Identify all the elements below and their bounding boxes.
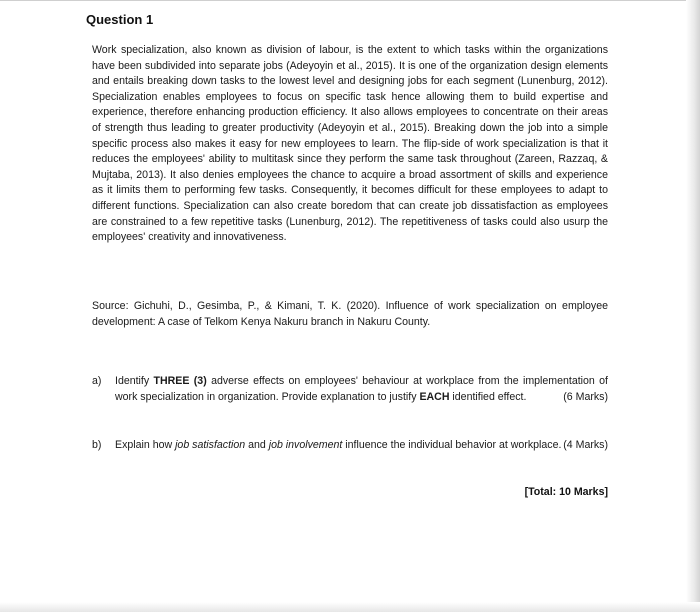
question-b-text-part: Explain how [115,439,176,451]
page-bottom-edge-shadow [0,602,700,612]
question-b [92,438,608,454]
question-b-marks: (4 Marks) [563,439,608,451]
total-marks: [Total: 10 Marks] [524,486,608,498]
question-a-text-part: Identify [115,375,154,387]
body-paragraph: Work specialization, also known as division of labour, is the extent to which tasks within the organizations have been subdivided into separate jobs (Adeyoyin et al., 2015). It is one of the organization design elements and entails breaking down tasks to the lowest level and designing jobs for each segment (Lunenburg, 2012). Specialization enables employees to focus on specific task hence allowing them to build expertise and experience, therefore enhancing production efficiency. It also allows employees to concentrate on their areas of strength thus leading to greater productivity (Adeyoyin et al., 2015). Breaking down the job into a simple specific process also makes it easy for new employees to learn. The flip-side of work specialization is that it reduces the employees' ability to multitask since they perform the same task throughout (Zareen, Razzaq, & Mujtaba, 2013). It also denies employees the chance to acquire a broad assortment of skills and experience as it limits them to performing few tasks. Consequently, it becomes difficult for these employees to adapt to different functions. Specialization can also create boredom that can create job dissatisfaction as employees are constrained to a few repetitive tasks (Lunenburg, 2012). The repetitiveness of tasks could also usurp the employees' creativity and innovativeness. [92,44,608,244]
question-a-text-part: adverse effects on employees' behaviour at workplace from the implementation of work specialization in organization. Provide explanation to justify [115,375,609,403]
top-rule [0,0,700,1]
question-a-letter: a) [92,375,102,387]
question-a [92,374,608,405]
question-b-letter: b) [92,439,102,451]
question-a-text-part: identified effect. [449,390,527,403]
question-b-italic-job-satisfaction: job satisfaction [175,439,246,451]
page-right-edge-shadow [686,0,700,612]
question-b-text-part: and [245,439,269,451]
source-citation: Source: Gichuhi, D., Gesimba, P., & Kimani, T. K. (2020). Influence of work specialization on employee development: A case of Telkom Kenya Nakuru branch in Nakuru County. [92,300,608,328]
question-b-italic-job-involvement: job involvement [268,439,343,451]
question-b-text-part: influence the individual behavior at workplace. [342,439,562,451]
question-b-text [115,438,608,454]
question-a-marks: (6 Marks) [563,390,608,403]
question-a-bold-each: EACH [419,390,450,403]
question-heading: Question 1 [86,12,154,27]
question-a-bold-three: THREE (3) [153,375,207,387]
